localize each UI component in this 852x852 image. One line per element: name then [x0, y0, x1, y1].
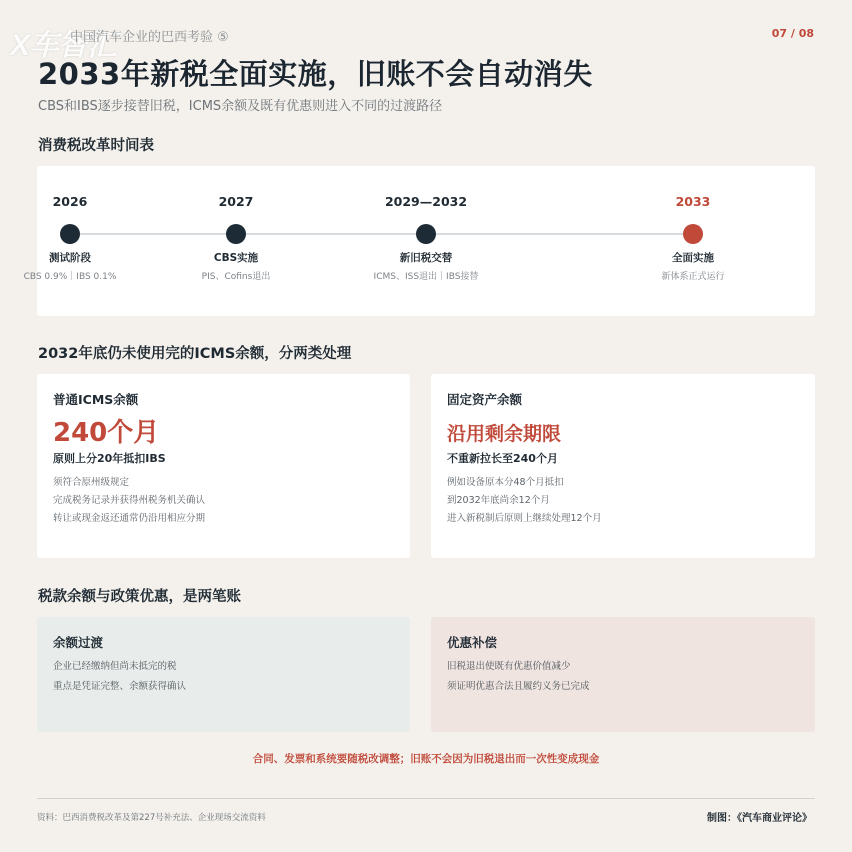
timeline-dot: [416, 224, 436, 244]
timeline-section-title: 消费税改革时间表: [38, 138, 154, 154]
timeline-note: PIS、Cofins退出: [201, 272, 271, 282]
source-note: 资料：巴西消费税改革及第227号补充法、企业现场交流资料: [37, 813, 266, 823]
page-indicator: 07 / 08: [771, 27, 814, 40]
timeline-line: [70, 233, 692, 235]
timeline-dot: [60, 224, 80, 244]
page-title: 2033年新税全面实施，旧账不会自动消失: [38, 57, 593, 91]
timeline-label: 新旧税交替: [399, 252, 453, 264]
card-detail-line: 重点是凭证完整、余额获得确认: [53, 681, 187, 692]
credit-note: 制图：《汽车商业评论》: [707, 813, 812, 824]
card-detail-line: 转让或现金返还通常仍沿用相应分期: [53, 513, 206, 524]
card-detail-line: 须符合原州级规定: [53, 477, 130, 488]
timeline-label: 全面实施: [672, 252, 714, 264]
card-title: 普通ICMS余额: [53, 392, 139, 407]
card-summary: 原则上分20年抵扣IBS: [53, 452, 166, 465]
timeline-year: 2033: [675, 194, 711, 209]
icms-regular-card: [37, 374, 410, 558]
card-summary: 不重新拉长至240个月: [447, 452, 558, 465]
timeline-label: CBS实施: [213, 252, 259, 264]
icms-section-title: 2032年底仍未使用完的ICMS余额，分两类处理: [38, 346, 352, 362]
card-details: [53, 657, 186, 697]
incentive-compensation-card: [431, 617, 815, 732]
warning-note: 合同、发票和系统要随税改调整；旧账不会因为旧税退出而一次性变成现金: [252, 753, 600, 765]
balances-section-title: 税款余额与政策优惠，是两笔账: [38, 589, 241, 605]
card-details: [447, 474, 602, 528]
icms-fixed-asset-card: [431, 374, 815, 558]
card-title: 优惠补偿: [447, 635, 498, 650]
card-headline: 沿用剩余期限: [447, 423, 562, 445]
timeline-year: 2029—2032: [384, 194, 468, 209]
card-details: [53, 474, 205, 528]
card-detail-line: 例如设备原本分48个月抵扣: [447, 477, 564, 488]
brand-logo: X车智汇: [10, 29, 117, 62]
timeline-dot: [683, 224, 703, 244]
card-details: [447, 657, 590, 697]
card-detail-line: 完成税务记录并获得州税务机关确认: [53, 495, 206, 506]
card-headline: 240个月: [53, 418, 160, 448]
footer-divider: [37, 798, 815, 799]
timeline-year: 2027: [218, 194, 254, 209]
timeline-note: CBS 0.9%｜IBS 0.1%: [23, 272, 117, 282]
card-detail-line: 企业已经缴纳但尚未抵完的税: [53, 661, 177, 672]
timeline-note: 新体系正式运行: [661, 272, 725, 282]
timeline-note: ICMS、ISS退出｜IBS接替: [373, 272, 479, 282]
card-title: 余额过渡: [53, 635, 104, 650]
series-label: 中国汽车企业的巴西考验 ⑤: [70, 30, 229, 45]
page-subtitle: CBS和IBS逐步接替旧税，ICMS余额及既有优惠则进入不同的过渡路径: [38, 99, 443, 114]
card-detail-line: 到2032年底尚余12个月: [447, 495, 550, 506]
balance-transition-card: [37, 617, 410, 732]
timeline-label: 测试阶段: [49, 252, 91, 264]
card-title: 固定资产余额: [447, 392, 523, 407]
timeline-card: [23, 166, 815, 316]
card-detail-line: 须证明优惠合法且履约义务已完成: [447, 681, 590, 692]
timeline-dot: [226, 224, 246, 244]
timeline-year: 2026: [52, 194, 88, 209]
card-detail-line: 进入新税制后原则上继续处理12个月: [447, 513, 602, 524]
card-detail-line: 旧税退出使既有优惠价值减少: [447, 661, 571, 672]
